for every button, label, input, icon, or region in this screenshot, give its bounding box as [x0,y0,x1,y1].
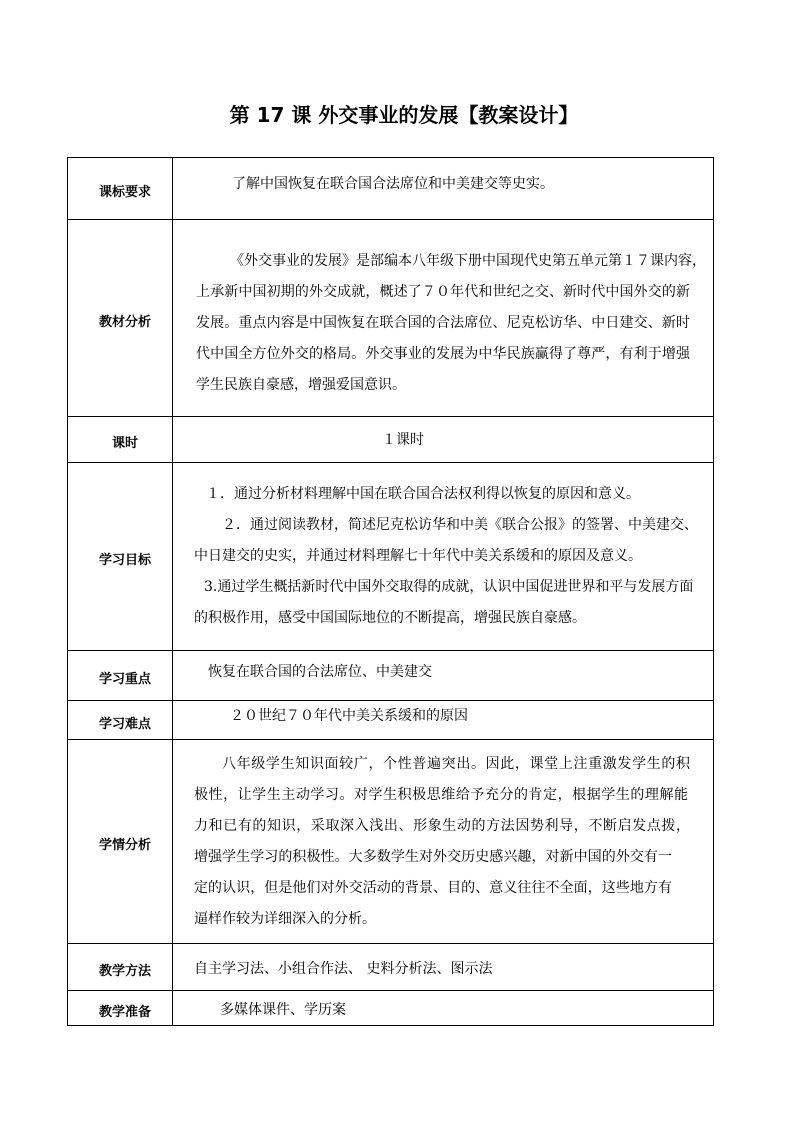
text-line: 的积极作用，感受中国国际地位的不断提高，增强民族自豪感。 [194,610,586,626]
row-label: 学情分析 [68,740,173,943]
lesson-plan-table [67,157,714,1026]
text-line: 恢复在联合国的合法席位、中美建交 [208,664,432,680]
row-content [173,701,713,739]
row-label: 学习难点 [68,701,173,739]
row-label: 学习目标 [68,463,173,650]
text-line: 力和已有的知识，采取深入浅出、形象生动的方法因势利导，不断启发点拨， [194,818,690,834]
text-line: 中日建交的史实，并通过材料理解七十年代中美关系缓和的原因及意义。 [194,548,642,564]
row-learning-objectives [68,462,713,650]
row-student-analysis [68,739,713,943]
text-line: 发展。重点内容是中国恢复在联合国的合法席位、尼克松访华、中日建交、新时 [196,315,690,331]
row-content [173,651,713,700]
text-line: 多媒体课件、学历案 [220,1002,346,1018]
text-line: 增强学生学习的积极性。大多数学生对外交历史感兴趣，对新中国的外交有一 [194,849,672,865]
row-curriculum-requirements [68,158,713,219]
text-line: 上承新中国初期的外交成就，概述了７０年代和世纪之交、新时代中国外交的新 [196,284,690,300]
text-line: 学生民族自豪感，增强爱国意识。 [196,377,406,393]
row-content [173,944,713,990]
text-line: 《外交事业的发展》是部编本八年级下册中国现代史第五单元第１７课内容， [230,253,706,269]
row-content [173,463,713,650]
text-line: １．通过分析材料理解中国在联合国合法权利得以恢复的原因和意义。 [206,486,640,502]
text-line: ２０世纪７０年代中美关系缓和的原因 [230,708,468,724]
text-line: 逼样作较为详细深入的分析。 [194,911,376,927]
text-line: 3.通过学生概括新时代中国外交取得的成就，认识中国促进世界和平与发展方面 [204,579,694,595]
row-textbook-analysis [68,219,713,416]
row-label: 学习重点 [68,651,173,700]
text-line: ２．通过阅读教材，简述尼克松访华和中美《联合公报》的签署、中美建交、 [222,517,698,533]
row-content [173,158,713,219]
text-line: 代中国全方位外交的格局。外交事业的发展为中华民族赢得了尊严，有利于增强 [196,346,690,362]
row-label: 课标要求 [68,158,173,219]
page-title: 第 17 课 外交事业的发展【教案设计】 [229,103,579,127]
row-label: 教学方法 [68,944,173,990]
row-learning-difficulties [68,700,713,739]
row-content [173,417,713,462]
row-content [173,740,713,943]
row-learning-key-points [68,650,713,700]
text-line: 定的认识，但是他们对外交活动的背景、目的、意义往往不全面，这些地方有 [194,880,672,896]
row-label: 课时 [68,417,173,462]
text-line: 了解中国恢复在联合国合法席位和中美建交等史实。 [232,176,554,192]
text-line: １课时 [382,432,424,448]
row-teaching-methods [68,943,713,990]
row-label: 教材分析 [68,220,173,416]
row-teaching-preparation [68,990,713,1025]
text-line: 八年级学生知识面较广，个性普遍突出。因此，课堂上注重激发学生的积 [222,756,690,772]
text-line: 自主学习法、小组合作法、 史料分析法、图示法 [194,961,493,977]
row-content [173,220,713,416]
row-label: 教学准备 [68,991,173,1025]
text-line: 极性，让学生主动学习。对学生积极思维给予充分的肯定，根据学生的理解能 [194,787,688,803]
row-content [173,991,713,1025]
row-class-hours [68,416,713,462]
